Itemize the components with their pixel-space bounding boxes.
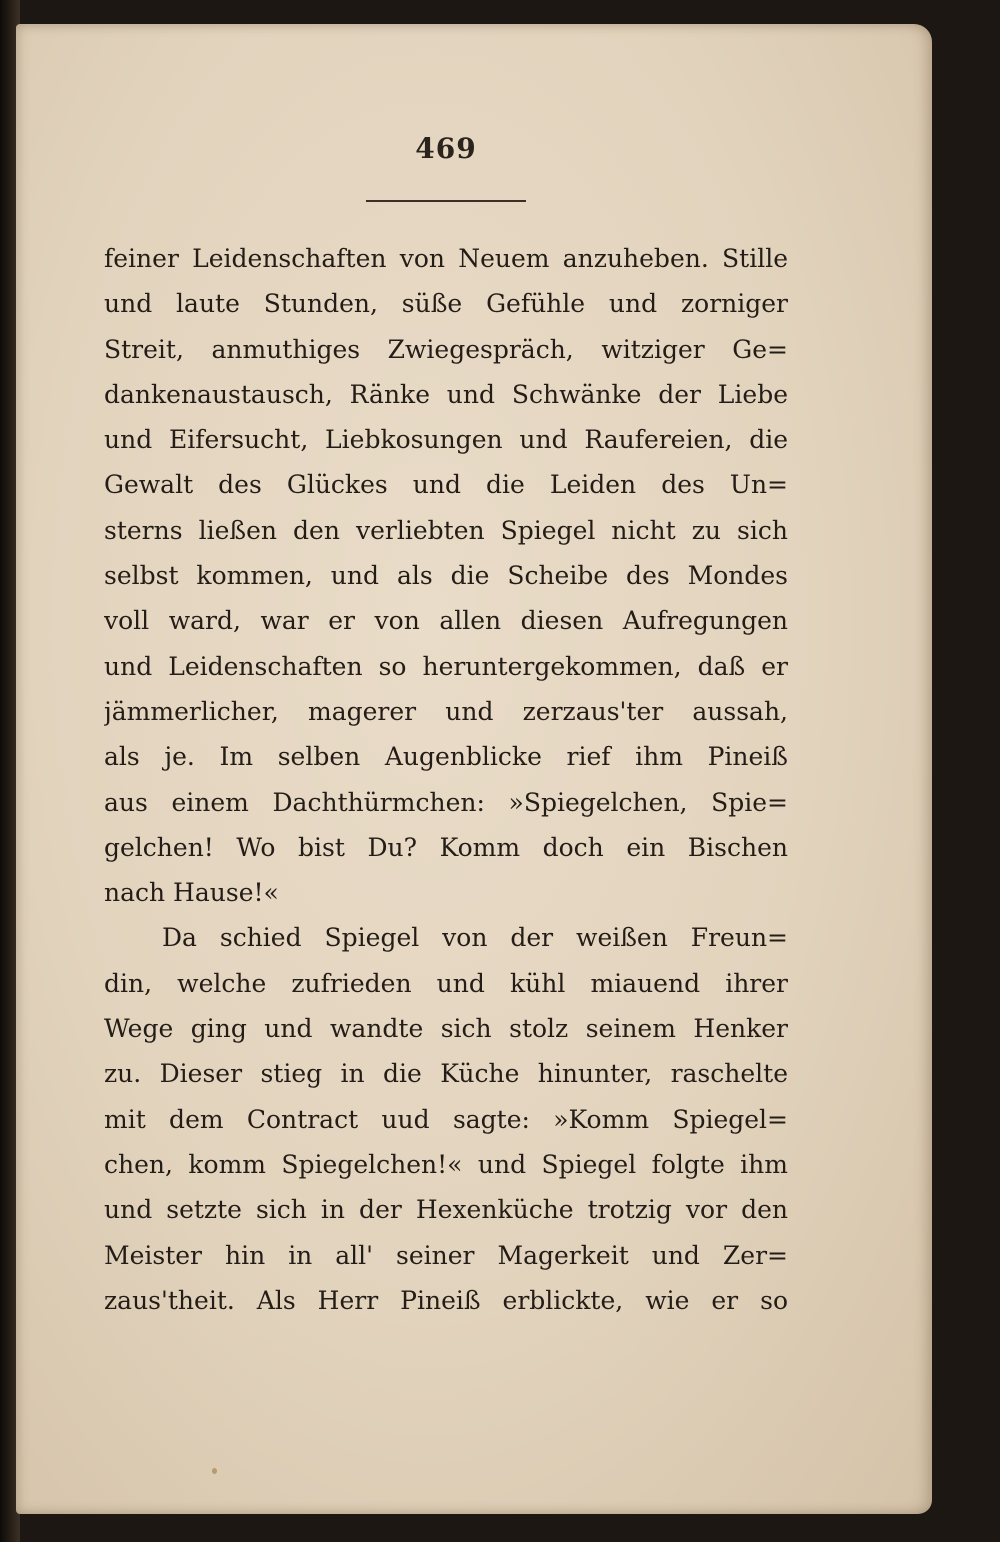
paper-speck: [212, 1468, 217, 1474]
text-line: und setzte sich in der Hexenküche trotzig vor den: [104, 1195, 788, 1225]
text-line: aus einem Dachthürmchen: »Spiegelchen, Spie=: [104, 787, 788, 817]
paragraph-start-line: Da schied Spiegel von der weißen Freun=: [162, 923, 788, 953]
text-line: Wege ging und wandte sich stolz seinem Henker: [104, 1014, 788, 1044]
text-line: Streit, anmuthiges Zwiegespräch, witziger Ge=: [104, 334, 788, 364]
text-line: zaus'theit. Als Herr Pineiß erblickte, wie er so: [104, 1285, 788, 1315]
book-page: [16, 24, 932, 1514]
text-line: gelchen! Wo bist Du? Komm doch ein Bischen: [104, 832, 788, 862]
text-line: mit dem Contract uud sagte: »Komm Spiegel=: [104, 1104, 788, 1134]
body-text: [104, 236, 788, 1323]
header-rule: [366, 200, 526, 202]
paragraph-end-line: nach Hause!«: [104, 878, 279, 908]
text-line: chen, komm Spiegelchen!« und Spiegel folgte ihm: [104, 1149, 788, 1179]
text-line: Gewalt des Glückes und die Leiden des Un=: [104, 470, 788, 500]
text-line: zu. Dieser stieg in die Küche hinunter, raschelte: [104, 1059, 788, 1089]
text-line: din, welche zufrieden und kühl miauend ihrer: [104, 968, 788, 998]
text-line: und laute Stunden, süße Gefühle und zorniger: [104, 289, 788, 319]
text-line: selbst kommen, und als die Scheibe des Mondes: [104, 561, 788, 591]
text-line: jämmerlicher, magerer und zerzaus'ter aussah,: [104, 696, 788, 726]
text-line: und Eifersucht, Liebkosungen und Raufereien, die: [104, 425, 788, 455]
text-line: als je. Im selben Augenblicke rief ihm Pineiß: [104, 742, 788, 772]
text-line: feiner Leidenschaften von Neuem anzuheben. Stille: [104, 244, 788, 273]
text-line: voll ward, war er von allen diesen Aufregungen: [104, 606, 788, 636]
text-line: dankenaustausch, Ränke und Schwänke der Liebe: [104, 379, 788, 409]
text-line: Meister hin in all' seiner Magerkeit und Zer=: [104, 1240, 788, 1270]
text-line: sterns ließen den verliebten Spiegel nicht zu sich: [104, 515, 788, 545]
page-number: 469: [415, 132, 477, 165]
text-line: und Leidenschaften so heruntergekommen, daß er: [104, 651, 788, 681]
